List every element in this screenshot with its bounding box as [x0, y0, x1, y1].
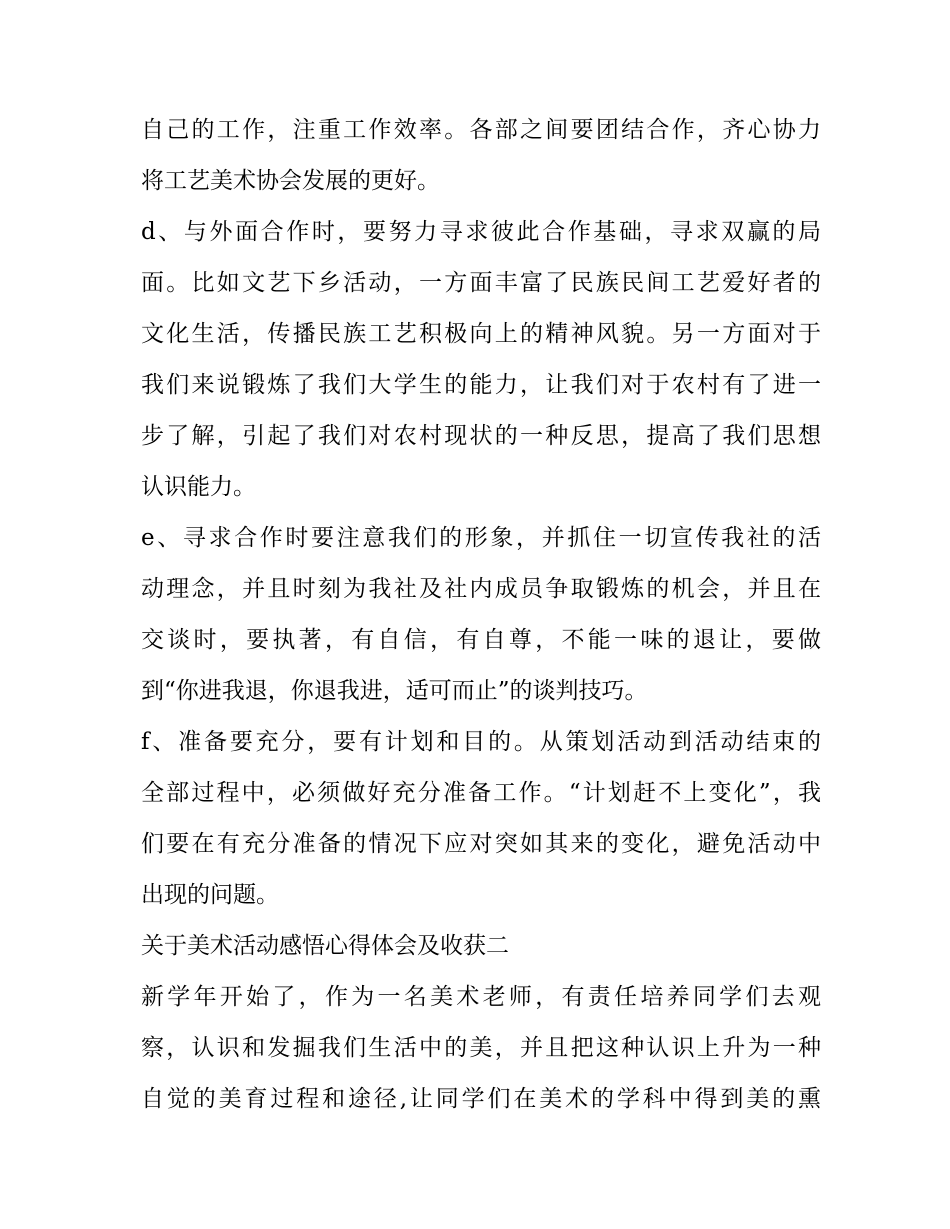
text-line: 新学年开始了，作为一名美术老师，有责任培养同学们去观 [141, 984, 821, 1010]
text-line: 到“你进我退，你退我进，适可而止”的谈判技巧。 [141, 678, 648, 704]
text-line: 动理念，并且时刻为我社及社内成员争取锻炼的机会，并且在 [141, 576, 821, 602]
text-line: 自觉的美育过程和途径,让同学们在美术的学科中得到美的熏 [141, 1086, 821, 1112]
text-line: 关于美术活动感悟心得体会及收获二 [141, 933, 509, 959]
text-line: 我们来说锻炼了我们大学生的能力，让我们对于农村有了进一 [141, 372, 821, 398]
text-line: 面。比如文艺下乡活动，一方面丰富了民族民间工艺爱好者的 [141, 270, 821, 296]
text-line: 出现的问题。 [141, 882, 279, 908]
text-line: 步了解，引起了我们对农村现状的一种反思，提高了我们思想 [141, 423, 821, 449]
text-line: 交谈时，要执著，有自信，有自尊，不能一味的退让，要做 [141, 627, 821, 653]
text-line: d、与外面合作时，要努力寻求彼此合作基础，寻求双赢的局 [141, 219, 821, 245]
text-line: 察，认识和发掘我们生活中的美，并且把这种认识上升为一种 [141, 1035, 821, 1061]
document-body [141, 105, 821, 1125]
text-line: 文化生活，传播民族工艺积极向上的精神风貌。另一方面对于 [141, 321, 821, 347]
text-line: 们要在有充分准备的情况下应对突如其来的变化，避免活动中 [141, 831, 821, 857]
text-line: 认识能力。 [141, 474, 256, 500]
text-line: e、寻求合作时要注意我们的形象，并抓住一切宣传我社的活 [141, 525, 821, 551]
text-line: f、准备要充分，要有计划和目的。从策划活动到活动结束的 [141, 729, 821, 755]
text-line: 自己的工作，注重工作效率。各部之间要团结合作，齐心协力 [141, 117, 821, 143]
text-line: 将工艺美术协会发展的更好。 [141, 168, 440, 194]
text-line: 全部过程中，必须做好充分准备工作。“计划赶不上变化”，我 [141, 780, 821, 806]
